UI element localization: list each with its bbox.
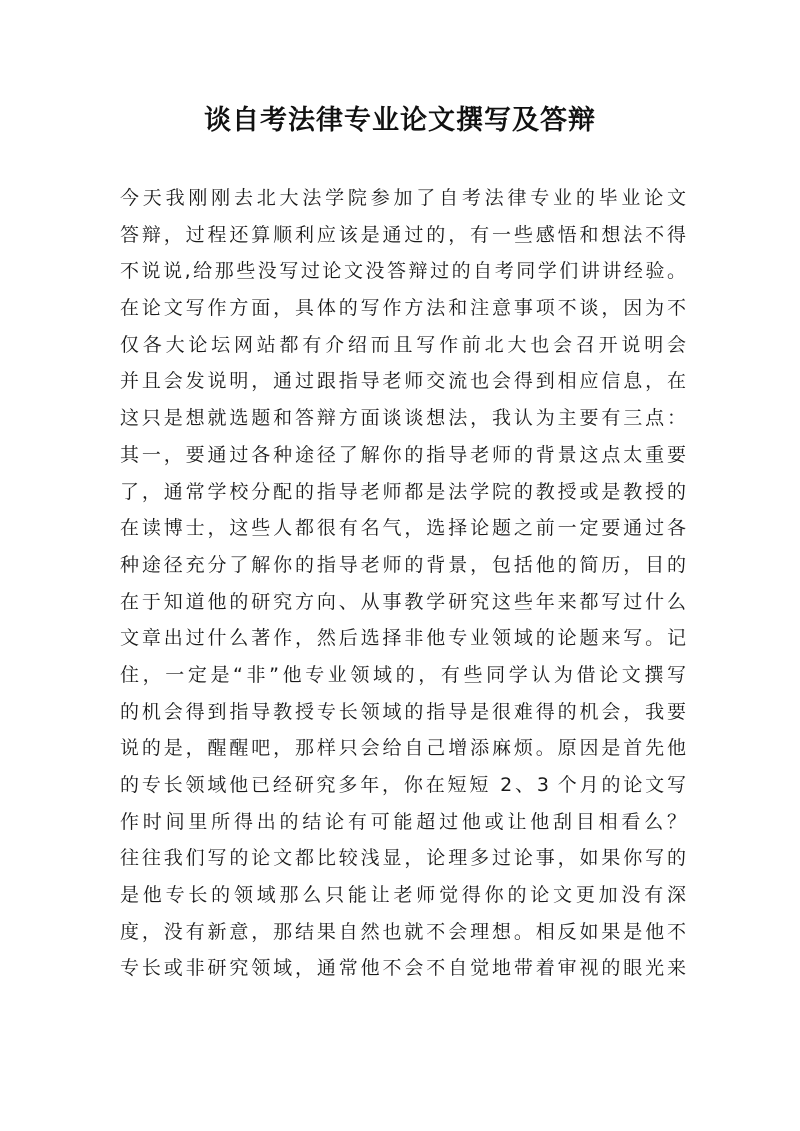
body-line: 往往我们写的论文都比较浅显，论理多过论事，如果你写的: [120, 847, 686, 870]
body-line: 仅各大论坛网站都有介绍而且写作前北大也会召开说明会: [120, 333, 686, 356]
body-line: 度，没有新意，那结果自然也就不会理想。相反如果是他不: [120, 920, 686, 943]
body-line: 今天我刚刚去北大法学院参加了自考法律专业的毕业论文: [120, 187, 686, 209]
body-line: 在论文写作方面，具体的写作方法和注意事项不谈，因为不: [120, 297, 686, 320]
body-line: 了，通常学校分配的指导老师都是法学院的教授或是教授的: [120, 480, 686, 503]
document-body: [120, 180, 686, 987]
body-line: 的机会得到指导教授专长领域的指导是很难得的机会，我要: [120, 700, 686, 723]
body-line: 住，一定是“非”他专业领域的，有些同学认为借论文撰写: [120, 663, 686, 686]
body-line: 在读博士，这些人都很有名气，选择论题之前一定要通过各: [120, 517, 686, 540]
body-line: 说的是，醒醒吧，那样只会给自己增添麻烦。原因是首先他: [120, 737, 686, 760]
body-line: 是他专长的领域那么只能让老师觉得你的论文更加没有深: [120, 884, 686, 907]
body-line: 这只是想就选题和答辩方面谈谈想法，我认为主要有三点：: [120, 407, 686, 430]
body-line: 专长或非研究领域，通常他不会不自觉地带着审视的眼光来: [120, 957, 686, 980]
body-line: 作时间里所得出的结论有可能超过他或让他刮目相看么？: [120, 810, 686, 833]
body-line: 的专长领域他已经研究多年，你在短短 2、3 个月的论文写: [120, 774, 686, 796]
body-line: 其一，要通过各种途径了解你的指导老师的背景这点太重要: [120, 443, 686, 466]
body-line: 在于知道他的研究方向、从事教学研究这些年来都写过什么: [120, 590, 686, 613]
document-title: 谈自考法律专业论文撰写及答辩: [204, 105, 596, 136]
body-line: 答辩，过程还算顺利应该是通过的，有一些感悟和想法不得: [120, 223, 686, 246]
body-line: 种途径充分了解你的指导老师的背景，包括他的简历，目的: [120, 553, 686, 576]
body-line: 文章出过什么著作，然后选择非他专业领域的论题来写。记: [120, 627, 686, 650]
body-line: 不说说,给那些没写过论文没答辩过的自考同学们讲讲经验。: [120, 260, 686, 283]
body-line: 并且会发说明，通过跟指导老师交流也会得到相应信息，在: [120, 370, 686, 393]
